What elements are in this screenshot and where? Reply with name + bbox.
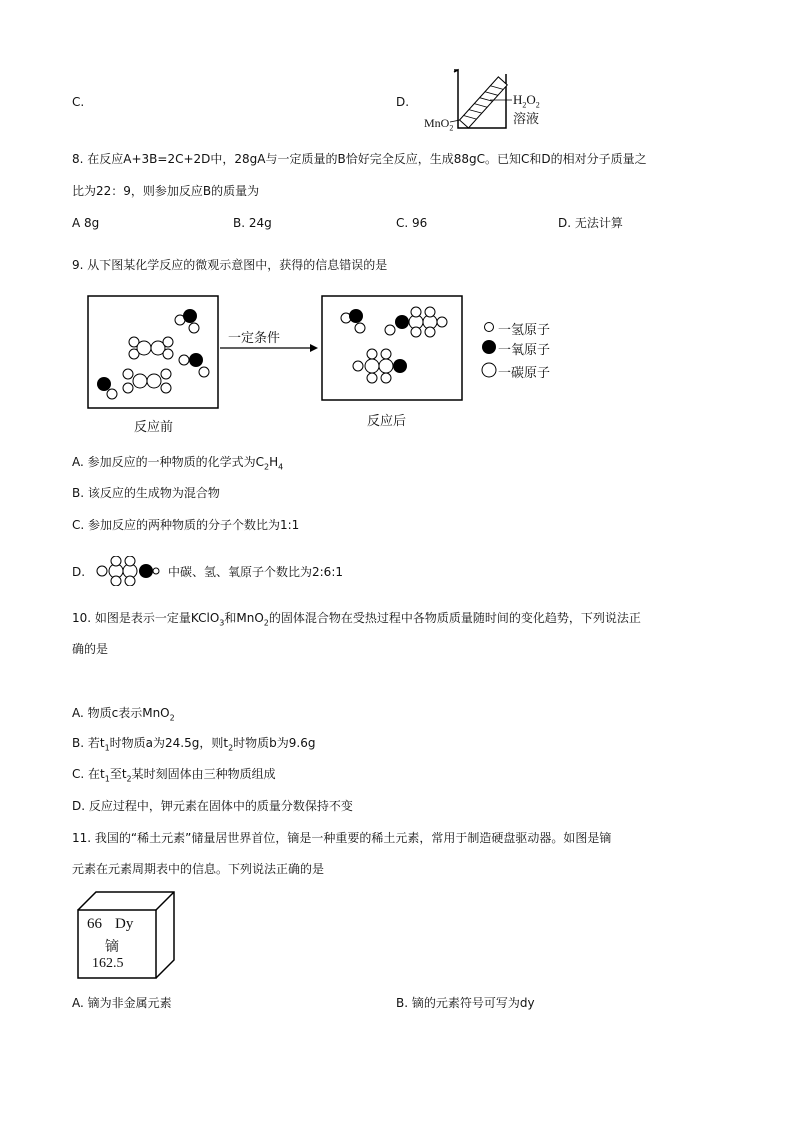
q7-option-d: D. — [396, 95, 410, 109]
q9-stem: 9. 从下图某化学反应的微观示意图中，获得的信息错误的是 — [72, 258, 388, 272]
q11-option-b: B. 镝的元素符号可写为dy — [396, 996, 535, 1010]
q9-option-c: C. 参加反应的两种物质的分子个数比为1:1 — [72, 518, 300, 532]
q9-option-a: A. 参加反应的一种物质的化学式为$C_2H_4$ — [72, 455, 284, 472]
q11-option-a: A. 镝为非金属元素 — [72, 996, 172, 1010]
after-box — [322, 296, 462, 400]
reaction-diagram — [84, 292, 484, 410]
q10-option-c: C. 在$t_1$至$t_2$某时刻固体由三种物质组成 — [72, 767, 276, 784]
after-label: 反应后 — [367, 414, 407, 429]
beaker-label-mno2: MnO$_2$ — [424, 116, 454, 133]
before-label: 反应前 — [134, 420, 174, 435]
q8-stem-line2: 比为22：9，则参加反应B的质量为 — [72, 184, 260, 198]
q10-stem-line1: 10. 如图是表示一定量KClO$_3$和MnO$_2$的固体混合物在受热过程中各物质质量随时间的变化趋势，下列说法正 — [72, 611, 641, 628]
beaker-label-h2o2: $H_2O_2$ — [513, 92, 540, 110]
element-number: 66 — [87, 916, 102, 932]
q8-option-c: C. 96 — [396, 216, 428, 230]
legend-hydrogen: 一氢原子 — [498, 323, 551, 338]
q7-option-c: C. — [72, 95, 85, 109]
q11-stem-line1: 11. 我国的“稀土元素”储量居世界首位，镝是一种重要的稀土元素，常用于制造硬盘驱动器。如图是镝 — [72, 831, 612, 845]
q9-option-d-text: 中碳、氢、氧原子个数比为2:6:1 — [168, 565, 343, 579]
q8-option-a: A 8g — [72, 216, 100, 230]
q8-stem-line1: 8. 在反应A+3B=2C+2D中，28gA与一定质量的B恰好完全反应，生成88gC。已知C和D的相对分子质量之 — [72, 152, 647, 166]
legend-carbon: 一碳原子 — [498, 366, 551, 381]
element-name: 镝 — [105, 939, 119, 955]
q10-option-b: B. 若$t_1$时物质a为24.5g，则$t_2$时物质b为9.6g — [72, 736, 316, 753]
q10-option-d: D. 反应过程中，钾元素在固体中的质量分数保持不变 — [72, 799, 353, 813]
beaker-label-solution: 溶液 — [513, 112, 540, 127]
element-mass: 162.5 — [92, 956, 124, 971]
ethanol-molecule-icon — [94, 556, 164, 586]
q8-option-d: D. 无法计算 — [558, 216, 623, 230]
q9-option-b: B. 该反应的生成物为混合物 — [72, 486, 220, 500]
atom-legend-icons — [480, 318, 500, 380]
q11-stem-line2: 元素在元素周期表中的信息。下列说法正确的是 — [72, 862, 325, 876]
legend-oxygen: 一氧原子 — [498, 343, 551, 358]
q10-stem-line2: 确的是 — [72, 642, 109, 656]
q9-option-d-prefix: D. — [72, 565, 86, 579]
arrow-label: 一定条件 — [228, 331, 281, 346]
element-card — [76, 890, 176, 982]
q8-option-b: B. 24g — [233, 216, 272, 230]
element-symbol: Dy — [115, 916, 134, 932]
q10-option-a: A. 物质c表示MnO$_2$ — [72, 706, 175, 723]
